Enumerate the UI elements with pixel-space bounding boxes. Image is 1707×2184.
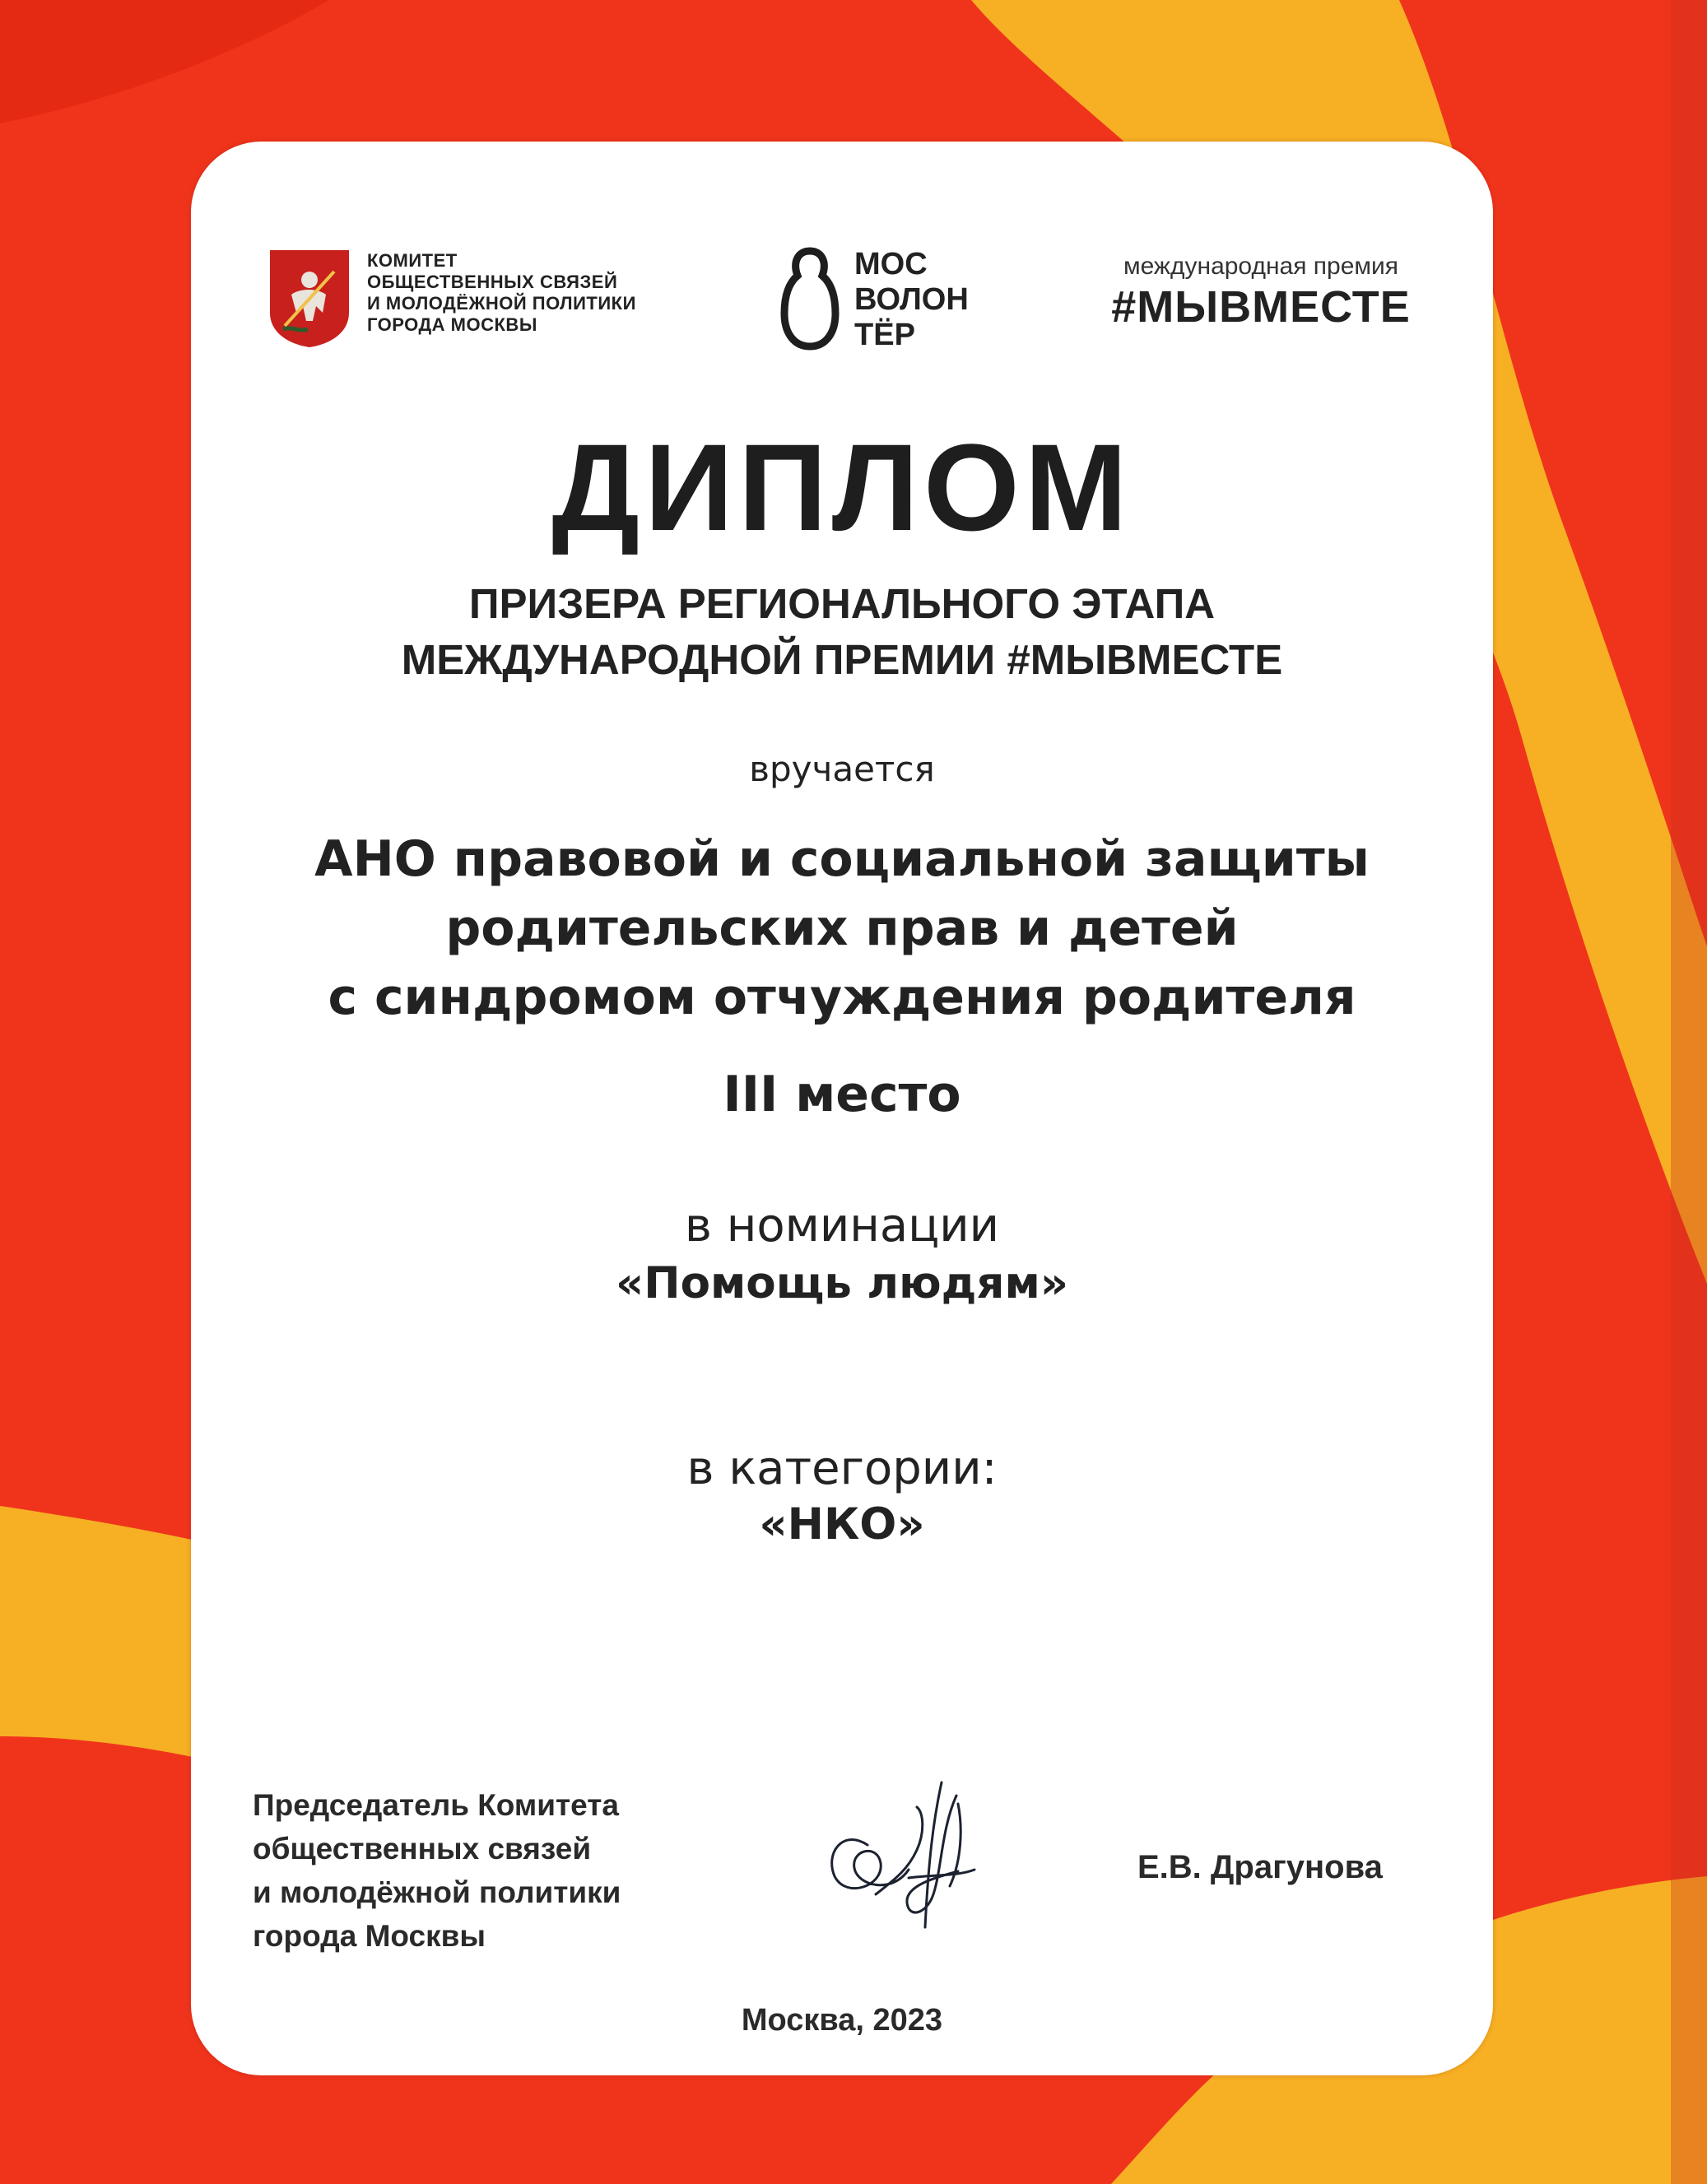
chair-line: и молодёжной политики xyxy=(253,1875,621,1909)
award-hashtag: #МЫВМЕСТЕ xyxy=(1111,282,1411,332)
nomination-label: в номинации xyxy=(684,1199,1000,1252)
recipient-line: с синдромом отчуждения родителя xyxy=(328,969,1356,1026)
signature-icon xyxy=(818,1771,1007,1935)
mosvolonter-logo-icon xyxy=(779,244,840,353)
award-place: III место xyxy=(723,1066,961,1123)
mosvolonter-logo-text xyxy=(854,247,969,353)
chair-line: города Москвы xyxy=(253,1919,486,1953)
diploma-title: ДИПЛОМ xyxy=(551,418,1133,556)
subtitle-line: МЕЖДУНАРОДНОЙ ПРЕМИИ #МЫВМЕСТЕ xyxy=(401,636,1283,683)
committee-line: КОМИТЕТ xyxy=(367,250,458,271)
committee-line: ГОРОДА МОСКВЫ xyxy=(367,314,537,335)
presented-label: вручается xyxy=(749,749,935,789)
subtitle-line: ПРИЗЕРА РЕГИОНАЛЬНОГО ЭТАПА xyxy=(468,580,1216,627)
award-caption: международная премия xyxy=(1123,253,1399,280)
diploma-subtitle xyxy=(191,576,1493,688)
category-label: в категории: xyxy=(686,1442,998,1495)
recipient-line: родительских прав и детей xyxy=(445,899,1239,957)
recipient-line: АНО правовой и социальной защиты xyxy=(314,830,1370,888)
chair-line: общественных связей xyxy=(253,1832,592,1866)
nomination-value: «Помощь людям» xyxy=(615,1258,1069,1308)
committee-name xyxy=(367,250,713,336)
diploma-card xyxy=(191,142,1493,2075)
place-date: Москва, 2023 xyxy=(741,2003,943,2038)
chair-title xyxy=(253,1783,621,1958)
committee-line: И МОЛОДЁЖНОЙ ПОЛИТИКИ xyxy=(367,293,636,314)
committee-line: ОБЩЕСТВЕННЫХ СВЯЗЕЙ xyxy=(367,272,618,292)
recipient-name xyxy=(191,825,1493,1032)
mosvolonter-line: ВОЛОН xyxy=(854,282,969,317)
moscow-coat-of-arms-icon xyxy=(267,247,352,349)
category-value: «НКО» xyxy=(759,1499,925,1550)
signer-name: Е.В. Драгунова xyxy=(1137,1849,1383,1885)
mosvolonter-line: ТЁР xyxy=(854,318,915,352)
chair-line: Председатель Комитета xyxy=(253,1788,619,1822)
mosvolonter-line: МОС xyxy=(854,247,928,281)
